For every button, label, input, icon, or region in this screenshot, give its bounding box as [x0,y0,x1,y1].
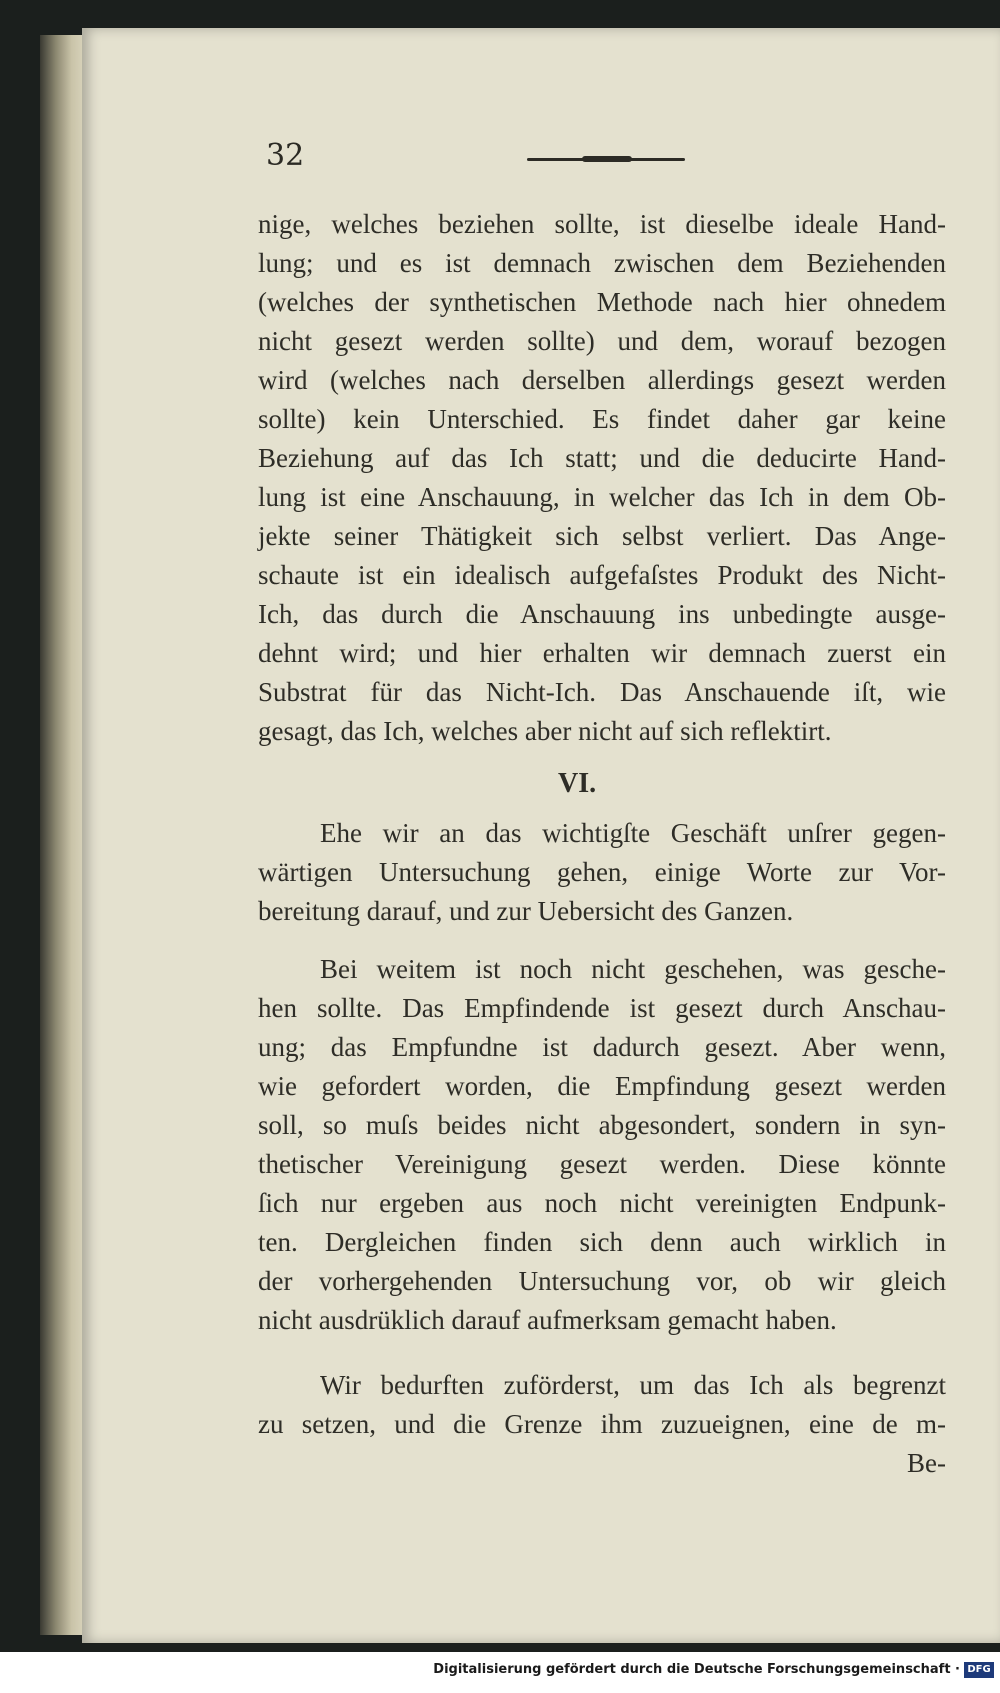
text-line: jekte seiner Thätigkeit sich selbst verliert. Das Ange- [258,521,946,551]
paragraph-1 [258,205,946,751]
page-number: 32 [266,138,305,173]
text-line: ung; das Empfundne ist dadurch gesezt. Aber wenn, [258,1032,946,1062]
text-line: Wir bedurften zuförderst, um das Ich als begrenzt [320,1370,946,1400]
footer-bar [0,1652,1000,1693]
text-line: sollte) kein Unterschied. Es findet daher gar keine [258,404,946,434]
paragraph-3 [258,950,946,1340]
text-line: lung ist eine Anschauung, in welcher das Ich in dem Ob- [258,482,946,512]
text-line: der vorhergehenden Untersuchung vor, ob wir gleich [258,1266,946,1296]
header-rule [527,158,685,161]
text-line: wird (welches nach derselben allerdings gesezt werden [258,365,946,395]
section-heading: VI. [558,768,597,799]
text-line: Bei weitem ist noch nicht geschehen, was gesche- [320,954,946,984]
text-line: bereitung darauf, und zur Uebersicht des Ganzen. [258,896,794,926]
paragraph-4 [258,1366,946,1483]
text-line: wärtigen Untersuchung gehen, einige Worte zur Vor- [258,857,946,887]
text-line: wie gefordert worden, die Empfindung gesezt werden [258,1071,946,1101]
text-line: soll, so muſs beides nicht abgesondert, sondern in syn- [258,1110,946,1140]
text-line: lung; und es ist demnach zwischen dem Beziehenden [258,248,946,278]
text-line: Ich, das durch die Anschauung ins unbedingte ausge- [258,599,946,629]
text-line: Beziehung auf das Ich statt; und die deducirte Hand- [258,443,946,473]
text-line: Ehe wir an das wichtigſte Geschäft unſrer gegen- [320,818,946,848]
text-line: nicht gesezt werden sollte) und dem, worauf bezogen [258,326,946,356]
text-line: thetischer Vereinigung gesezt werden. Diese könnte [258,1149,946,1179]
dfg-logo: DFG [964,1662,994,1678]
book-spine [40,35,85,1635]
text-line: nige, welches beziehen sollte, ist dieselbe ideale Hand- [258,209,946,239]
text-line: ſich nur ergeben aus noch nicht vereinigten Endpunk- [258,1188,946,1218]
paragraph-2 [258,814,946,931]
text-line: (welches der synthetischen Methode nach hier ohnedem [258,287,946,317]
catchword: Be- [907,1448,946,1478]
text-line: nicht ausdrüklich darauf aufmerksam gemacht haben. [258,1305,837,1335]
text-line: dehnt wird; und hier erhalten wir demnach zuerst ein [258,638,946,668]
text-line: zu setzen, und die Grenze ihm zuzueignen, eine de m- [258,1409,946,1439]
text-line: gesagt, das Ich, welches aber nicht auf sich reflektirt. [258,716,832,746]
text-line: Substrat für das Nicht-Ich. Das Anschauende iſt, wie [258,677,946,707]
text-line: schaute ist ein idealisch aufgefaſstes Produkt des Nicht- [258,560,946,590]
text-line: ten. Dergleichen finden sich denn auch wirklich in [258,1227,946,1257]
text-line: hen sollte. Das Empfindende ist gesezt durch Anschau- [258,993,946,1023]
footer-credit: Digitalisierung gefördert durch die Deutsche Forschungsgemeinschaft · [433,1662,960,1677]
